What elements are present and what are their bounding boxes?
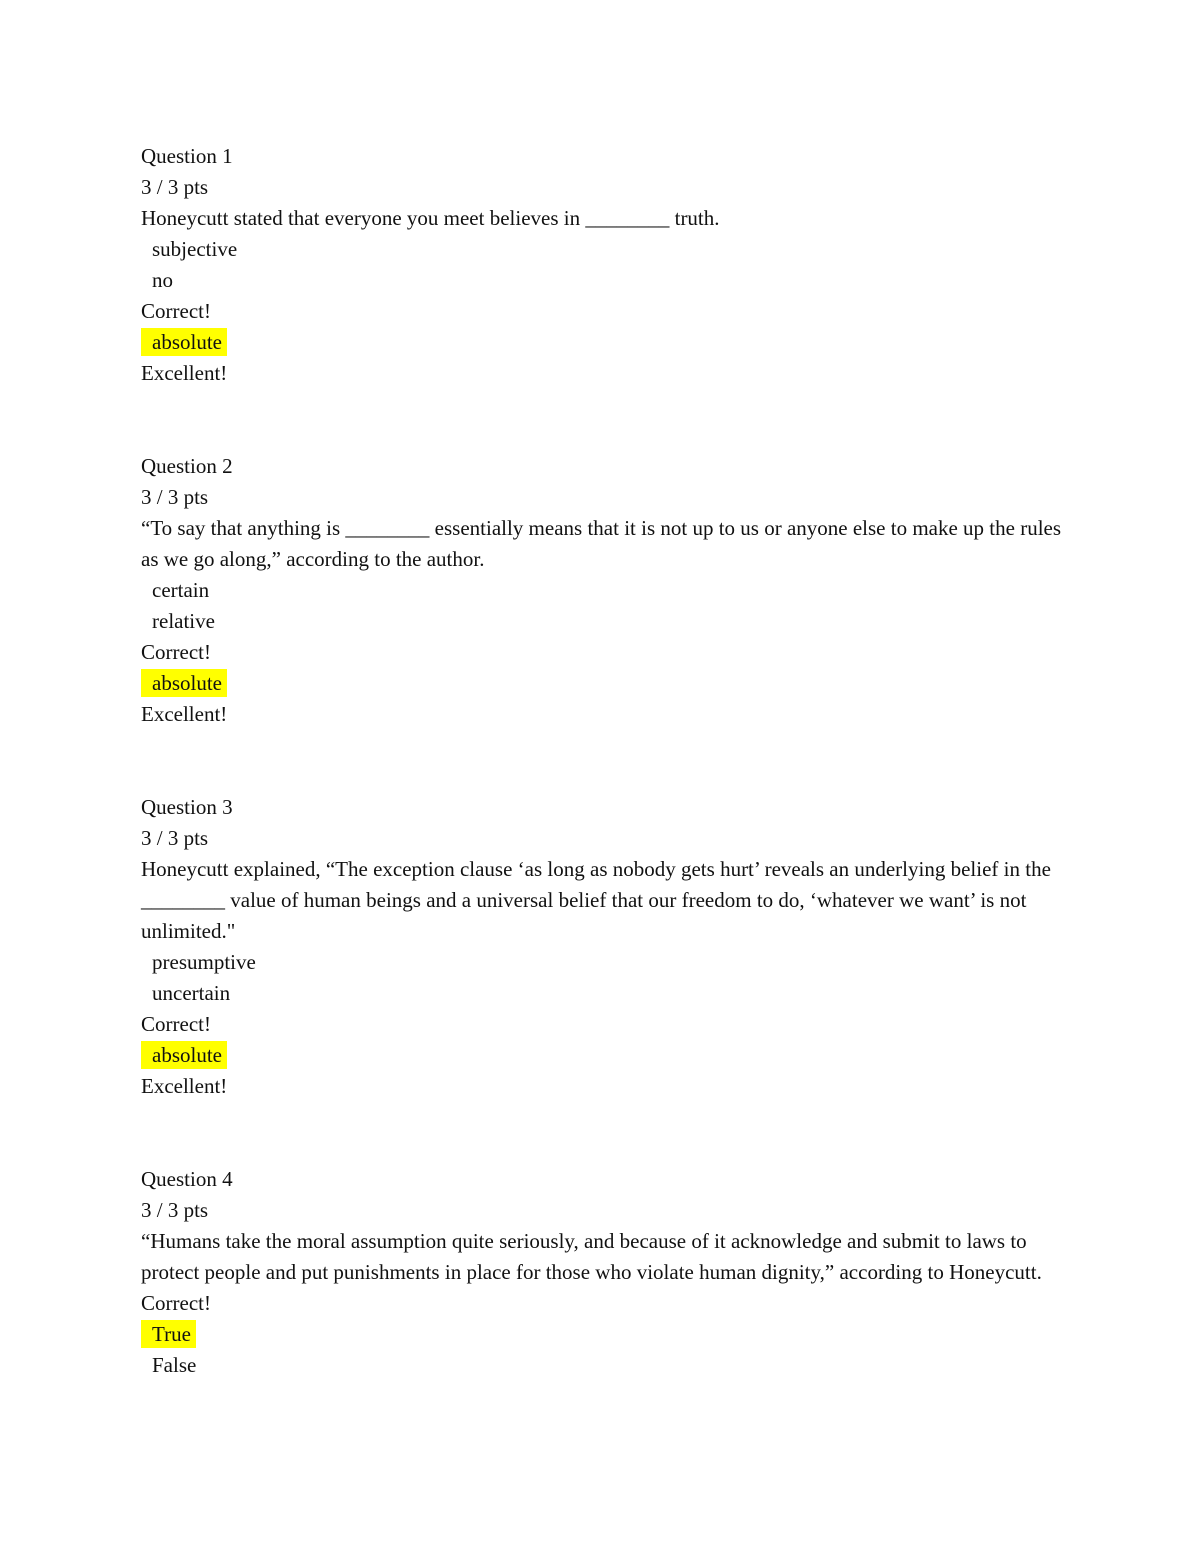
answer-option-text: subjective xyxy=(152,237,238,261)
answer-option xyxy=(141,978,1071,1009)
selected-answer-text: absolute xyxy=(141,1041,227,1069)
question-block xyxy=(141,792,1071,1102)
correct-label: Correct! xyxy=(141,1012,211,1036)
answer-option xyxy=(141,947,1071,978)
selected-answer xyxy=(141,668,1071,699)
selected-answer xyxy=(141,1319,1071,1350)
correct-label: Correct! xyxy=(141,640,211,664)
answer-option xyxy=(141,265,1071,296)
answer-option-text: certain xyxy=(152,578,210,602)
selected-answer xyxy=(141,327,1071,358)
question-points: 3 / 3 pts xyxy=(141,826,209,850)
selected-answer-text: absolute xyxy=(141,328,227,356)
answer-option-text: presumptive xyxy=(152,950,256,974)
answer-option-text: uncertain xyxy=(152,981,231,1005)
answer-option xyxy=(141,606,1071,637)
selected-answer xyxy=(141,1040,1071,1071)
selected-answer-text: absolute xyxy=(141,669,227,697)
question-title: Question 3 xyxy=(141,795,233,819)
question-prompt: Honeycutt explained, “The exception clause ‘as long as nobody gets hurt’ reveals an underlying belief in the ________ value of human beings and a universal belief that our freedom to do, ‘whatever we want’ is not unlimited." xyxy=(141,857,1051,943)
question-title: Question 2 xyxy=(141,454,233,478)
question-prompt: “Humans take the moral assumption quite seriously, and because of it acknowledge and submit to laws to protect people and put punishments in place for those who violate human dignity,” according to Honeycutt. xyxy=(141,1229,1042,1284)
selected-answer-text: True xyxy=(141,1320,196,1348)
question-points: 3 / 3 pts xyxy=(141,1198,209,1222)
question-block xyxy=(141,451,1071,730)
question-block xyxy=(141,1164,1071,1381)
answer-option xyxy=(141,575,1071,606)
document-page xyxy=(141,141,1071,1443)
correct-label: Correct! xyxy=(141,299,211,323)
question-title: Question 4 xyxy=(141,1167,233,1191)
feedback-text: Excellent! xyxy=(141,702,228,726)
correct-label: Correct! xyxy=(141,1291,211,1315)
answer-option xyxy=(141,1350,1071,1381)
feedback-text: Excellent! xyxy=(141,361,228,385)
feedback-text: Excellent! xyxy=(141,1074,228,1098)
question-prompt: Honeycutt stated that everyone you meet believes in ________ truth. xyxy=(141,206,720,230)
question-prompt: “To say that anything is ________ essentially means that it is not up to us or anyone else to make up the rules as we go along,” according to the author. xyxy=(141,516,1062,571)
answer-option xyxy=(141,234,1071,265)
question-points: 3 / 3 pts xyxy=(141,485,209,509)
question-points: 3 / 3 pts xyxy=(141,175,209,199)
question-block xyxy=(141,141,1071,389)
answer-option-text: no xyxy=(152,268,173,292)
question-title: Question 1 xyxy=(141,144,233,168)
answer-option-text: relative xyxy=(152,609,215,633)
answer-option-text: False xyxy=(152,1353,197,1377)
